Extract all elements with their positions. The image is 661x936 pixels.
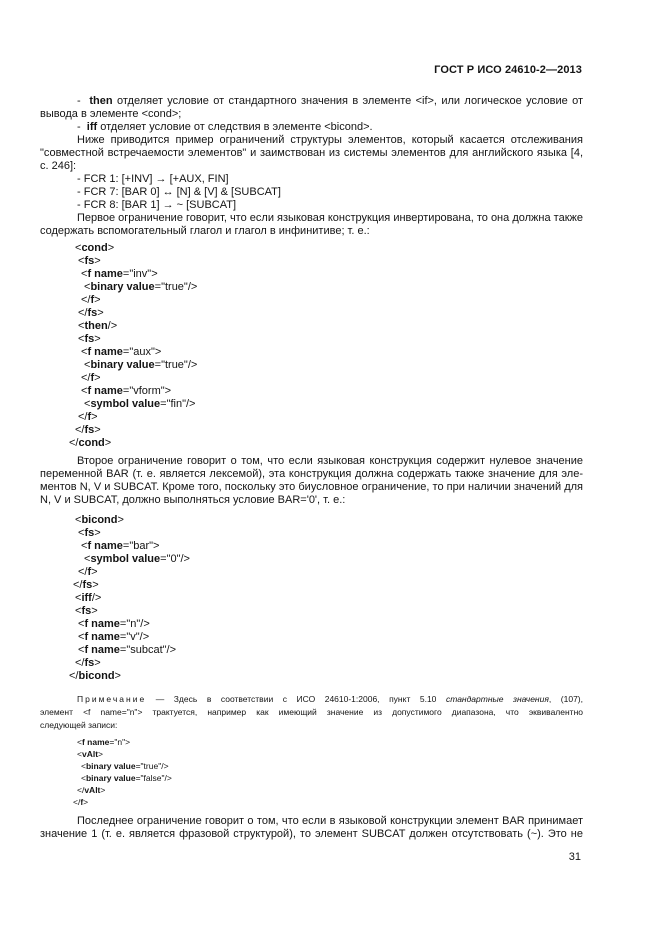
paragraph-line: Последнее ограничение говорит о том, что если в языковой конструкции элемент BAR принимает <box>77 815 583 827</box>
paragraph-line: с. 246]: <box>40 160 77 172</box>
code-line: <f name="subcat"/> <box>78 644 177 656</box>
code-line: <binary value="true"/> <box>84 359 198 371</box>
code-line: </fs> <box>73 579 99 591</box>
paragraph-line: Второе ограничение говорит о том, что если языковая конструкция содержит нулевое значение <box>77 455 583 467</box>
then-bullet-text: отделяет условие от стандартного значения в элементе <if>, или логическое условие от <box>116 95 583 107</box>
fcr-rule: - FCR 1: [+INV] → [+AUX, FIN] <box>77 173 229 185</box>
code-line: </bicond> <box>69 670 121 682</box>
code-line: <fs> <box>78 255 101 267</box>
code-line: </f> <box>78 411 98 423</box>
document-header: ГОСТ Р ИСО 24610-2—2013 <box>434 64 582 76</box>
code-line: <cond> <box>75 242 115 254</box>
note-line-2: элемент <f name="n"> трактуется, например как имеющий значение из допустимого диапазона, что эквивалентно <box>40 707 583 717</box>
code-line: </fs> <box>75 657 101 669</box>
note-line-1: Примечание — Здесь в соответствии с ИСО 24610-1:2006, пункт 5.10 стандартные значения, (107), <box>77 694 583 704</box>
then-bullet-line-2: вывода в элементе <cond>; <box>40 108 182 120</box>
paragraph-line: "совместной встречаемости элементов" и заимствован из системы элементов для английского языка [4, <box>40 147 583 159</box>
paragraph-line: N, V и SUBCAT, должно выполняться условие BAR='0', т. е.: <box>40 494 346 506</box>
paragraph-line: ментов N, V и SUBCAT. Кроме того, поскольку это биусловное ограничение, то при наличии значений для <box>40 481 583 493</box>
paragraph-line: переменной BAR (т. е. является лексемой), эта конструкция должна содержать также значение для эле- <box>40 468 583 480</box>
paragraph-line: значение 1 (т. е. является фразовой структурой), то элемент SUBCAT должен отсутствовать (~). Это не <box>40 828 583 840</box>
paragraph-line: Первое ограничение говорит, что если языковая конструкция инвертирована, то она должна также <box>77 212 583 224</box>
code-line: <f name="vform"> <box>81 385 172 397</box>
code-line: <then/> <box>78 320 118 332</box>
code-line: <f name="n"/> <box>78 618 150 630</box>
code-line: <f name="aux"> <box>81 346 162 358</box>
code-line: <vAlt> <box>77 749 103 759</box>
code-line: <iff/> <box>75 592 102 604</box>
note-line-3: следующей записи: <box>40 720 118 730</box>
fcr-rule: - FCR 7: [BAR 0] ↔ [N] & [V] & [SUBCAT] <box>77 186 281 198</box>
note-label: Примечание <box>77 694 147 704</box>
code-line: <fs> <box>78 333 101 345</box>
code-line: </f> <box>78 566 98 578</box>
code-line: <symbol value="fin"/> <box>84 398 196 410</box>
code-line: </f> <box>73 797 89 807</box>
then-bullet-line-1 <box>77 95 583 108</box>
code-line: </fs> <box>78 307 104 319</box>
code-line: <f name="inv"> <box>81 268 158 280</box>
page-number: 31 <box>568 851 581 863</box>
code-line: </vAlt> <box>77 785 106 795</box>
code-line: <fs> <box>78 527 101 539</box>
code-line: </f> <box>81 294 101 306</box>
keyword-iff: iff <box>86 121 98 133</box>
code-line: </f> <box>81 372 101 384</box>
code-line: <f name="bar"> <box>81 540 160 552</box>
fcr-rule: - FCR 8: [BAR 1] → ~ [SUBCAT] <box>77 199 237 211</box>
code-line: </fs> <box>75 424 101 436</box>
paragraph-line: содержать вспомогательный глагол и глагол в инфинитиве; т. е.: <box>40 225 370 237</box>
code-line: <bicond> <box>75 514 124 526</box>
code-line: <f name="v"/> <box>78 631 150 643</box>
code-line: <binary value="false"/> <box>81 773 172 783</box>
paragraph-line: Ниже приводится пример ограничений структуры элементов, который касается отслеживания <box>77 134 583 146</box>
iff-bullet <box>77 121 373 134</box>
code-line: </cond> <box>69 437 112 449</box>
code-line: <binary value="true"/> <box>81 761 169 771</box>
code-line: <symbol value="0"/> <box>84 553 190 565</box>
code-line: <fs> <box>75 605 98 617</box>
bullet-dash: - <box>77 95 81 107</box>
iff-bullet-text: отделяет условие от следствия в элементе <bicond>. <box>100 121 373 133</box>
code-line: <f name="n"> <box>77 737 131 747</box>
keyword-then: then <box>89 95 113 107</box>
code-line: <binary value="true"/> <box>84 281 198 293</box>
bullet-dash: - <box>77 121 81 133</box>
